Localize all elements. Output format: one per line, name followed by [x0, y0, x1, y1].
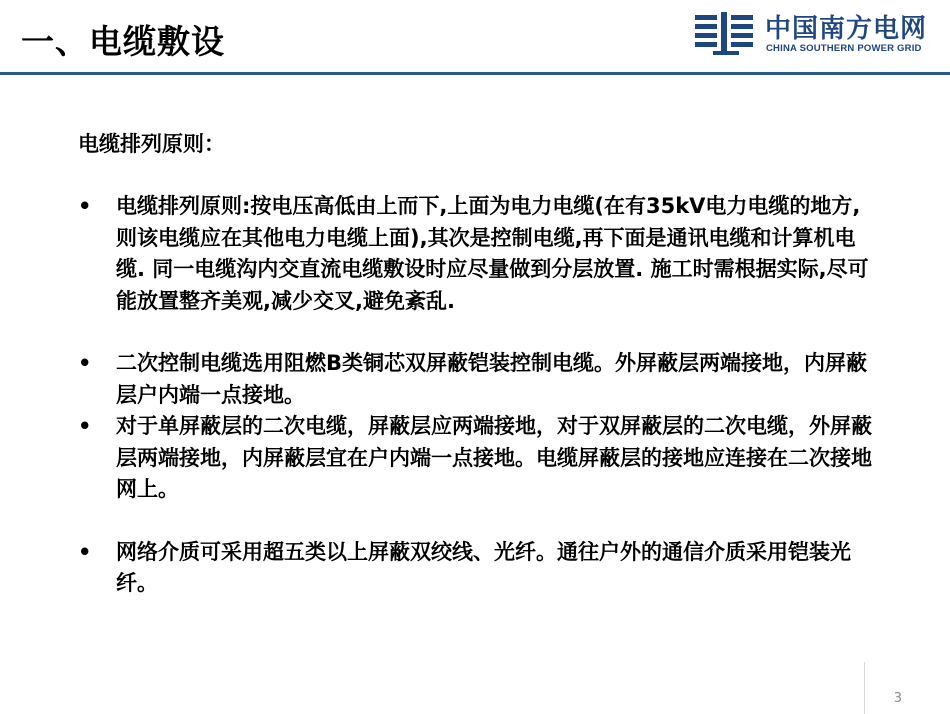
section-subheading: 电缆排列原则： — [78, 132, 225, 156]
logo-english-name: CHINA SOUTHERN POWER GRID — [766, 43, 922, 54]
bullet-item — [78, 191, 878, 317]
bullet-text: 电缆排列原则:按电压高低由上而下,上面为电力电缆(在有35kV电力电缆的地方,则该电缆应在其他电力电缆上面),其次是控制电缆,再下面是通讯电缆和计算机电缆. 同一电缆沟内交直流电缆敷设时应尽量做到分层放置. 施工时需根据实际,尽可能放置整齐美观,减少交叉,避免紊乱. — [116, 194, 869, 313]
bullet-item — [78, 411, 878, 506]
power-grid-logo-icon — [695, 12, 755, 56]
company-logo — [695, 12, 945, 58]
bullet-text: 网络介质可采用超五类以上屏蔽双绞线、光纤。通往户外的通信介质采用铠装光纤。 — [116, 539, 851, 595]
bullet-list — [78, 191, 898, 600]
bullet-marker: • — [78, 194, 92, 218]
bullet-text: 二次控制电缆选用阻燃B类铜芯双屏蔽铠装控制电缆。外屏蔽层两端接地，内屏蔽层户内端一点接地。 — [116, 351, 868, 407]
header-divider — [0, 72, 950, 75]
bullet-item — [78, 348, 878, 411]
bullet-marker: • — [78, 351, 92, 375]
page-number: 3 — [893, 691, 902, 706]
bullet-marker: • — [78, 414, 92, 438]
footer-divider — [864, 662, 865, 714]
bullet-marker: • — [78, 539, 92, 564]
slide-title: 一、电缆敷设 — [21, 22, 225, 61]
logo-chinese-name: 中国南方电网 — [765, 14, 928, 44]
bullet-item — [78, 537, 878, 600]
slide-content — [78, 128, 898, 600]
bullet-text: 对于单屏蔽层的二次电缆，屏蔽层应两端接地，对于双屏蔽层的二次电缆，外屏蔽层两端接地，内屏蔽层宜在户内端一点接地。电缆屏蔽层的接地应连接在二次接地网上。 — [116, 414, 872, 501]
